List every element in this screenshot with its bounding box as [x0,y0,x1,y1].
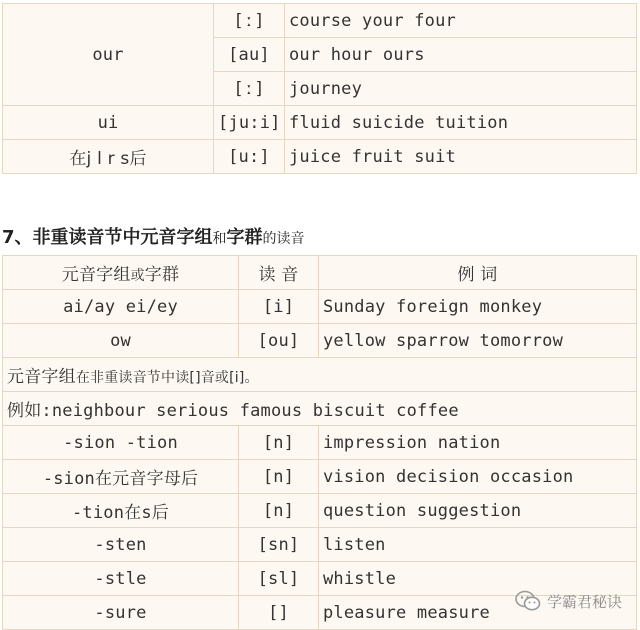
section-title-main2: 字群 [226,227,263,248]
header-ipa: 读 音 [239,256,319,290]
group-cell: ow [3,324,239,358]
ipa-cell: [] [239,596,319,630]
section-title-main: 非重读音节中元音字组 [32,227,213,248]
group-cell: ui [3,106,214,140]
examples-cell: Sunday foreign monkey [319,290,637,324]
example-cell: 例如:neighbour serious famous biscuit coffee [3,392,637,426]
section-number: 7、 [2,227,33,248]
ipa-cell: [au] [214,38,285,72]
header-group-part: 或 [130,268,145,284]
ipa-cell: [ː] [214,72,285,106]
table-row [3,426,637,460]
header-group-part: 元音字组 [61,265,131,285]
examples-cell: our hour ours [285,38,637,72]
table-row [3,106,637,140]
section-title-and: 和 [212,231,227,247]
ipa-cell: [n] [239,426,319,460]
ipa-cell: [i] [239,290,319,324]
examples-cell: vision decision occasion [319,460,637,494]
note-row [3,358,637,392]
watermark-text: 学霸君秘诀 [546,592,622,611]
spacer [0,183,640,219]
group-cell: 在j l r s后 [3,140,214,174]
table-row [3,324,637,358]
header-examples: 例 词 [319,256,637,290]
wechat-icon [515,590,541,612]
examples-cell: pleasure measure [319,596,637,630]
group-cell: -sten [3,528,239,562]
table-row [3,4,637,38]
examples-cell: course your four [285,4,637,38]
watermark [515,589,622,613]
vowel-table-main [2,255,637,630]
group-cell: our [3,4,214,106]
ipa-cell: [ju:i] [214,106,285,140]
ipa-cell: [sl] [239,562,319,596]
table-row [3,494,637,528]
group-cell: -stle [3,562,239,596]
table-row [3,528,637,562]
vowel-table-top [2,3,637,174]
ipa-cell: [ou] [239,324,319,358]
examples-cell: journey [285,72,637,106]
examples-cell: impression nation [319,426,637,460]
header-group [3,256,239,290]
group-cell: ai/ay ei/ey [3,290,239,324]
group-cell: -sion -tion [3,426,239,460]
ipa-cell: [n] [239,460,319,494]
examples-cell: listen [319,528,637,562]
section-title-tail: 的读音 [262,231,305,247]
note-part: 元音字组 [7,367,76,387]
table-row [3,460,637,494]
group-cell: -sure [3,596,239,630]
note-part: 在非重读音节中读[]音或[i]。 [75,370,259,386]
examples-cell: question suggestion [319,494,637,528]
ipa-cell: [u:] [214,140,285,174]
header-group-part: 字群 [144,265,180,285]
examples-cell: yellow sparrow tomorrow [319,324,637,358]
table-row [3,290,637,324]
example-row [3,392,637,426]
group-cell: -sion在元音字母后 [3,460,239,494]
table-header-row [3,256,637,290]
ipa-cell: [n] [239,494,319,528]
examples-cell: whistle [319,562,637,596]
examples-cell: fluid suicide tuition [285,106,637,140]
ipa-cell: [sn] [239,528,319,562]
table-row [3,140,637,174]
group-cell: -tion在s后 [3,494,239,528]
examples-cell: juice fruit suit [285,140,637,174]
ipa-cell: [ː] [214,4,285,38]
note-cell [3,358,637,392]
section-heading [2,223,638,253]
